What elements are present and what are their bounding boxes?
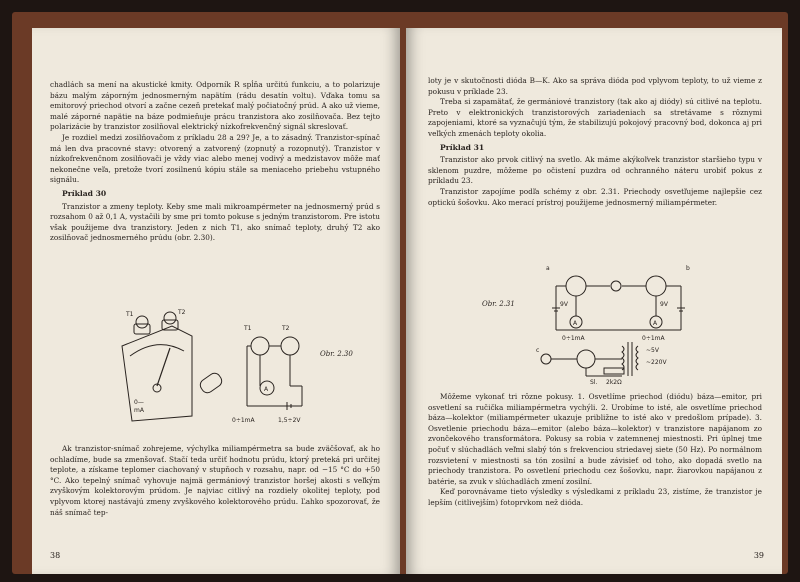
left-page xyxy=(32,28,400,574)
transistor-t2-can xyxy=(162,320,178,330)
label-sl: Sl. xyxy=(590,379,598,386)
right-text-top xyxy=(428,76,762,208)
right-paragraph-bottom-2: Keď porovnávame tieto výsledky s výsledkami z príkladu 23, zistíme, že tranzistor je lepším (citlivejším) fotoprvkom než dióda. xyxy=(428,487,762,507)
right-example-heading: Príklad 31 xyxy=(440,142,485,152)
right-paragraph-2: Treba si zapamätať, že germániové tranzistory (tak ako aj diódy) sú citlivé na teplotu. Preto v elektronických tranzistorových zariadeniach sa stretávame s rôznymi zapojeniami, ktoré sa vyznačujú tým, že stabilizujú pokojový pracovný bod, dokonca aj pri veľkých zmenách teploty okolia. xyxy=(428,97,762,138)
label-t1: T1 xyxy=(126,311,134,318)
right-paragraph-example-1: Tranzistor ako prvok citlivý na svetlo. Ak máme akýkoľvek tranzistor staršieho typu v sklenom puzdre, môžeme po očistení puzdra od ochranného náteru urobiť pokus z príkladu 23. xyxy=(428,155,762,186)
left-example-heading: Príklad 30 xyxy=(62,188,107,198)
right-page-number: 39 xyxy=(753,551,764,560)
left-paragraph-1: chadlách sa mení na akustické kmity. Odporník R spĺňa určitú funkciu, a to polarizuje bázu malým záporným jednosmerným napätím (rádu desatín voltu). Vďaka tomu sa emitorový priechod otvorí a začne cezeň pretekať malý počiatočný prúd. A ako už vieme, malé záporné napätie na báze podmieňuje prácu tranzistora ako zosilňovača. Bez tejto polarizácie by tranzistor zosilňoval elektrický nízkofrekvenčný signál skreslovať. xyxy=(50,80,380,132)
resistor xyxy=(604,368,624,374)
book-cover xyxy=(12,12,788,574)
label-b: b xyxy=(686,265,690,272)
right-text-bottom xyxy=(428,392,762,509)
label-voltage-1: 9V xyxy=(560,301,568,308)
figure-2-31 xyxy=(536,256,746,386)
label-trafo-1: ~5V xyxy=(646,347,659,354)
left-paragraph-2: Je rozdiel medzi zosilňovačom z príkladu 28 a 29? Je, a to zásadný. Tranzistor-spínač má len dva pracovné stavy: otvorený a zatvorený (zopnutý a rozopnutý). Tranzistor v nízkofrekvenčnom zosilňovači je vždy viac alebo menej vodivý a medzistavov môže mať nekonečne veľa, pretože tvorí zosilnenú kópiu stále sa meniaceho priebehu vstupného signálu. xyxy=(50,132,380,185)
battery xyxy=(198,371,224,395)
left-paragraph-bottom: Ak tranzistor-snímač zohrejeme, výchylka miliampérmetra sa bude zväčšovať, ak ho ochladíme, bude sa zmenšovať. Stačí teda určiť hodnotu prúdu, ktorý preteká pri určitej teplote, a získame teplomer ciachovaný v stupňoch v rozsahu, napr. od −15 °C do +50 °C. Ako tepelný snímač vyhovuje najmä germániový tranzistor horšej akosti s veľkým zvyškovým kolektorovým prúdom. Je najviac citlivý na rozdiely okolitej teploty, pod vplyvom ktorej nastávajú zmeny zvyškového kolektorového prúdu. Ľahko spozorovať, že náš snímač tep- xyxy=(50,444,380,517)
label-battery: 1,5÷2V xyxy=(278,417,301,424)
label-schematic-t2: T2 xyxy=(282,325,290,332)
left-text-top xyxy=(50,80,380,244)
figure-2-30-caption: Obr. 2.30 xyxy=(320,350,353,358)
label-resistor: 2k2Ω xyxy=(606,379,622,386)
label-ammeter-2: A xyxy=(653,320,658,327)
label-meter-1: 0÷1mA xyxy=(562,335,585,342)
right-paragraph-bottom-1: Môžeme vykonať tri rôzne pokusy. 1. Osvetlíme priechod (diódu) báza—emitor, pri osvetlení sa ručička miliampérmetra vychýli. 2. Urobíme to isté, ale osvetlíme priechod báza—kolektor (miliampérmeter ukazuje približne to isté ako v predošlom prípade). 3. Osvetlenie priechodu báza—emitor (alebo báza—kolektor) v tranzistore napájanom zo zvončekového transformátora. Pokusy sa robia v zatemnenej miestnosti. Pri úplnej tme počuť v slúchadlách veľmi slabý tón s frekvenciou striedavej siete (50 Hz). Po normálnom rozsvietení v miestnosti sa tón zosilní a bude závisieť od toho, ako dopadá svetlo na priechody tranzistora. Po osvetlení priechodu cez šošovku, napr. žiarovkou napájanou z batérie, sa zvuk v slúchadlách zmení zosilní. xyxy=(428,392,762,486)
left-page-number: 38 xyxy=(50,551,61,560)
right-paragraph-1: loty je v skutočnosti dióda B—K. Ako sa správa dióda pod vplyvom teploty, to už vieme z pokusu v príklade 23. xyxy=(428,76,762,96)
right-page xyxy=(406,28,782,574)
right-paragraph-example-2: Tranzistor zapojíme podľa schémy z obr. 2.31. Priechody osvetľujeme najlepšie cez optickú šošovku. Ako merací prístroj použijeme jednosmerný miliampérmeter. xyxy=(428,186,762,207)
label-schematic-t1: T1 xyxy=(244,325,252,332)
figure-2-30 xyxy=(112,306,372,436)
label-c: c xyxy=(536,347,540,354)
label-meter-a: 0— xyxy=(134,399,144,406)
transistor-t1-can xyxy=(134,324,150,334)
figure-2-31-caption: Obr. 2.31 xyxy=(482,300,515,308)
meter-housing xyxy=(122,326,192,421)
label-meter-b: mA xyxy=(134,407,144,414)
label-meter-range: 0÷1mA xyxy=(232,417,255,424)
label-a: a xyxy=(546,265,550,272)
left-text-bottom xyxy=(50,444,380,518)
label-ammeter-1: A xyxy=(573,320,578,327)
label-meter-2: 0÷1mA xyxy=(642,335,665,342)
label-trafo-2: ~220V xyxy=(646,359,667,366)
label-t2: T2 xyxy=(178,309,186,316)
label-ammeter: A xyxy=(264,386,269,393)
label-voltage-2: 9V xyxy=(660,301,668,308)
left-paragraph-example: Tranzistor a zmeny teploty. Keby sme mali mikroampérmeter na jednosmerný prúd s rozsahom 0 až 0,1 A, vystačili by sme pri tomto pokuse s jedným tranzistorom. Pre istotu však použijeme dva tranzistory. Jeden z nich T1, ako snímač teploty, druhý T2 ako zosilňovač jednosmerného prúdu (obr. 2.30). xyxy=(50,201,380,243)
